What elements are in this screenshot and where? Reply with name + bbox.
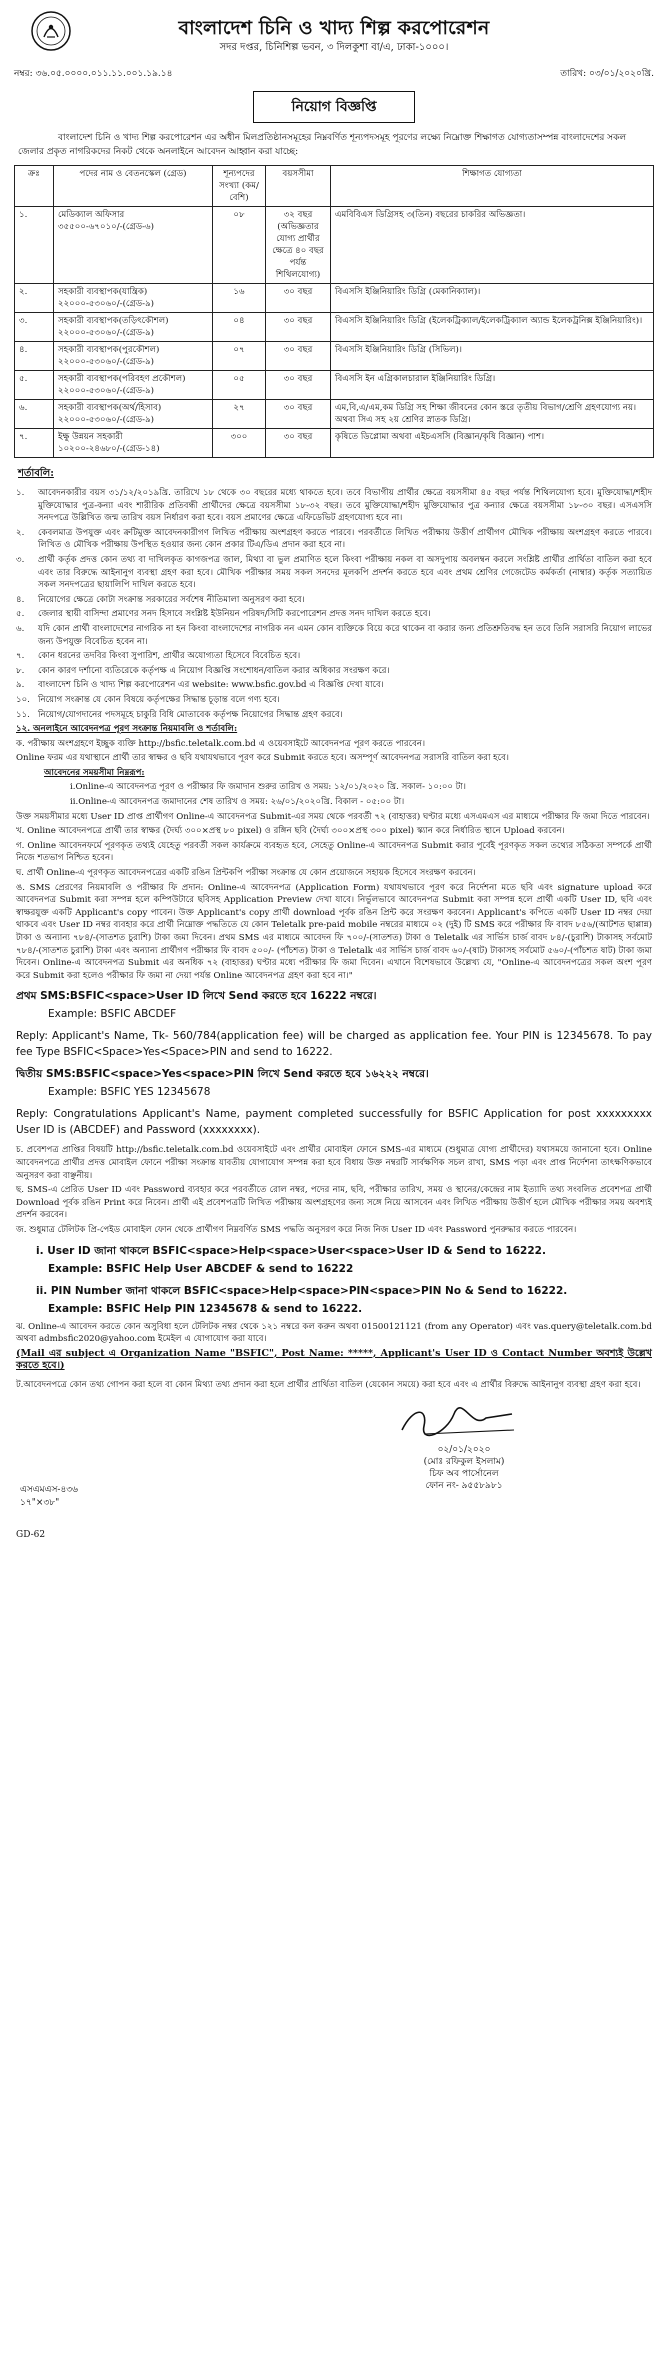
- cell-qualification: বিএসসি ইঞ্জিনিয়ারিং ডিগ্রি (ইলেকট্রিক্যাল/ইলেকট্রিক্যাল অ্যান্ড ইলেকট্রনিক্স ইঞ্জিনিয়ারিং)।: [331, 313, 654, 342]
- term-number: ১.: [16, 488, 25, 498]
- ad-code: এসএমএস-৪৩৬: [20, 1484, 79, 1495]
- post-title: সহকারী ব্যবস্থাপক(পরিবহণ প্রকৌশল): [58, 374, 186, 384]
- term-number: ৫.: [16, 609, 25, 620]
- intro-paragraph: বাংলাদেশ চিনি ও খাদ্য শিল্প করপোরেশন এর অধীন মিলপ্রতিষ্ঠানসমূহের নিম্নবর্ণিত শূন্যপদসমূহ পূরণের লক্ষ্যে নিম্নোক্ত শিক্ষাগত যোগ্যতাসম্পন্ন বাংলাদেশের সকল জেলার প্রকৃত নাগরিকদের নিকট থেকে অনলাইনে আবেদন আহ্বান করা যাচ্ছে:: [18, 133, 627, 157]
- online-rules-heading: ১২. অনলাইনে আবেদনপত্র পূরণ সংক্রান্ত নিয়মাবলি ও শর্তাবলি:: [16, 724, 238, 735]
- term-text: কেবলমাত্র উপযুক্ত এবং ক্রটিমুক্ত আবেদনকারীগণ লিখিত পরীক্ষায় অংশগ্রহণ করতে পারবে। পরবর্তীতে লিখিত পরীক্ষায় উত্তীর্ণ প্রার্থীগণ মৌখিক পরীক্ষায় অংশগ্রহণ করতে পারবে। লিখিত ও মৌখিক পরীক্ষায় উপস্থিত হওয়ার জন্য কোন প্রকার টিএ/ডিএ প্রদান করা হবে না।: [38, 527, 652, 551]
- term-text: নিয়োগ/যোগদানের পদসমূহে চাকুরি বিধি মোতাবেক কর্তৃপক্ষ নিয়োগের সিদ্ধান্ত গ্রহণ করবে।: [38, 709, 343, 720]
- recover-userid-instruction: i. User ID জানা থাকলে BSFIC<space>Help<space>User<space>User ID & Send to 16222.: [36, 1244, 546, 1257]
- online-rule-a: ক. পরীক্ষায় অংশগ্রহণে ইচ্ছুক ব্যক্তি http://bsfic.teletalk.com.bd এ ওয়েবসাইটে আবেদনপত্র পূরণ করতে পারবেন।: [16, 738, 426, 749]
- vacancy-table-header: [15, 166, 654, 207]
- cell-age-limit: ৩০ বছর: [266, 400, 331, 429]
- pay-scale: ১০২০০-২৪৬৮০/-(গ্রেড-১৪): [58, 444, 160, 454]
- cell-vacancies: ০৭: [213, 342, 266, 371]
- cell-qualification: বিএসসি ইঞ্জিনিয়ারিং ডিগ্রি (মেকানিক্যাল)।: [331, 284, 654, 313]
- online-rule-g: ছ. SMS-এ প্রেরিত User ID এবং Password ব্যবহার করে পরবর্তীতে রোল নম্বর, পদের নাম, ছবি, পরীক্ষার তারিখ, সময় ও স্থানের/কেন্দ্রের নাম ইত্যাদি তথ্য সংবলিত প্রবেশপত্র প্রার্থী Download পূর্বক রঙিন Print করে নিবেন। প্রার্থী এই প্রবেশপত্রটি লিখিত পরীক্ষায় অংশগ্রহণের জন্য সঙ্গে নিয়ে আসবেন এবং লিখিত পরীক্ষায় উত্তীর্ণ হলে মৌখিক পরীক্ষার সময় অবশ্যই প্রদর্শন করবেন।: [16, 1185, 652, 1221]
- sms2-reply: Reply: Congratulations Applicant's Name, payment completed successfully for BSFIC Application for post xxxxxxxxx User ID is (ABCDEF) and Password (xxxxxxxx).: [16, 1108, 652, 1137]
- term-item: [16, 694, 652, 707]
- term-item: [16, 487, 652, 525]
- term-text: নিয়োগ সংক্রান্ত যে কোন বিষয়ে কর্তৃপক্ষের সিদ্ধান্ত চূড়ান্ত বলে গণ্য হবে।: [38, 694, 280, 705]
- sms1-example: Example: BSFIC ABCDEF: [48, 1008, 177, 1021]
- table-row: [15, 371, 654, 400]
- header-qualification: শিক্ষাগত যোগ্যতা: [331, 166, 654, 207]
- online-rule-d: ঘ. প্রার্থী Online-এ পূরণকৃত আবেদনপত্রের একটি রঙিন প্রিন্টকপি পরীক্ষা সংক্রান্ত যে কোন প্রয়োজনে সহায়ক হিসেবে সংরক্ষণ করবেন।: [16, 868, 476, 879]
- terms-list: [14, 487, 654, 721]
- signatory-name: (মোঃ রফিকুল ইসলাম): [423, 1456, 505, 1467]
- cell-qualification: বিএসসি ইন এগ্রিকালচারাল ইঞ্জিনিয়ারিং ডিগ্রি।: [331, 371, 654, 400]
- cell-vacancies: ০৮: [213, 207, 266, 284]
- cell-age-limit: ৩০ বছর: [266, 313, 331, 342]
- term-text: কোন ধরনের তদবির কিংবা সুপারিশ, প্রার্থীর অযোগ্যতা হিসেবে বিবেচিত হবে।: [38, 651, 301, 662]
- signature-date: ০২/০১/২০২০: [437, 1444, 491, 1455]
- job-circular-page: [14, 8, 654, 1540]
- cell-vacancies: ০৪: [213, 313, 266, 342]
- memo-date: তারিখ: ০৩/০১/২০২০খ্রি.: [560, 69, 654, 79]
- organization-address: সদর দপ্তর, চিনিশিল্প ভবন, ৩ দিলকুশা বা/এ, ঢাকা-১০০০।: [219, 42, 449, 53]
- table-row: [15, 284, 654, 313]
- term-item: [16, 527, 652, 552]
- terms-heading: শর্তাবলি:: [18, 468, 54, 479]
- term-item: [16, 554, 652, 592]
- table-row: [15, 207, 654, 284]
- schedule-note: উক্ত সময়সীমার মধ্যে User ID প্রাপ্ত প্রার্থীগণ Online-এ আবেদনপত্র Submit-এর সময় থেকে পরবর্তী ৭২ (বাহাত্তর) ঘণ্টার মধ্যে এসএমএস এর মাধ্যমে পরীক্ষার ফি জমা দিতে পারবেন।: [16, 811, 650, 822]
- sms1-reply: Reply: Applicant's Name, Tk- 560/784(application fee) will be charged as application fee. Your PIN is 12345678. To pay fee Type BSFIC<Space>Yes<Space>PIN and send to 16222.: [16, 1030, 652, 1059]
- pay-scale: ২২০০০-৫৩০৬০/-(গ্রেড-৯): [58, 386, 155, 396]
- sms2-example: Example: BSFIC YES 12345678: [48, 1086, 211, 1099]
- table-row: [15, 429, 654, 458]
- cell-qualification: বিএসসি ইঞ্জিনিয়ারিং ডিগ্রি (সিভিল)।: [331, 342, 654, 371]
- table-row: [15, 313, 654, 342]
- recover-pin-example: Example: BSFIC Help PIN 12345678 & send to 16222.: [48, 1302, 363, 1315]
- table-row: [15, 342, 654, 371]
- term-number: ৬.: [16, 623, 25, 634]
- header-serial: ক্রঃ: [15, 166, 54, 207]
- term-text: বাংলাদেশ চিনি ও খাদ্য শিল্প করপোরেশন এর website: www.bsfic.gov.bd এ বিজ্ঞপ্তি দেখা যাবে।: [38, 680, 384, 691]
- letterhead: [14, 8, 654, 64]
- term-number: ২.: [16, 527, 25, 538]
- term-text: প্রার্থী কর্তৃক প্রদত্ত কোন তথ্য বা দাখিলকৃত কাগজপত্র জাল, মিথ্যা বা ভুল প্রমাণিত হলে কিংবা পরীক্ষায় নকল বা অসদুপায় অবলম্বন করলে সংশ্লিষ্ট প্রার্থীর প্রার্থিতা বাতিল করা হবে এবং তার বিরুদ্ধে আইনানুগ ব্যবস্থা গ্রহণ করা হবে। মৌখিক পরীক্ষার সময় সকল সনদের মূলকপি প্রদর্শন করতে হবে এবং প্রথম শ্রেণির গেজেটেড কর্মকর্তা (নাম্বার) কর্তৃক সত্যায়িত সকল সনদপত্রের ছায়ালিপি দাখিল করতে হবে।: [38, 554, 652, 591]
- organization-name: বাংলাদেশ চিনি ও খাদ্য শিল্প করপোরেশন: [178, 17, 490, 39]
- signatory-details: [374, 1444, 554, 1492]
- signatory-phone: ফোন নং- ৯৫৫৮৯৮১: [425, 1480, 503, 1491]
- post-title: সহকারী ব্যবস্থাপক(পুরকৌশল): [58, 345, 160, 355]
- header-vacancies: শূন্যপদের সংখ্যা (কম/বেশি): [213, 166, 266, 207]
- pay-scale: ২২০০০-৫৩০৬০/-(গ্রেড-৯): [58, 415, 155, 425]
- header-age-limit: বয়সসীমা: [266, 166, 331, 207]
- cell-serial: ৭.: [15, 429, 54, 458]
- term-item: [16, 650, 652, 663]
- term-number: ১১.: [16, 709, 30, 720]
- recover-pin-instruction: ii. PIN Number জানা থাকলে BSFIC<space>Help<space>PIN<space>PIN No & Send to 16222.: [36, 1284, 568, 1297]
- cell-serial: ৬.: [15, 400, 54, 429]
- cell-qualification: এমবিবিএস ডিগ্রিসহ ৩(তিন) বছরের চাকরির অভিজ্ঞতা।: [331, 207, 654, 284]
- cell-age-limit: ৩০ বছর: [266, 342, 331, 371]
- sms2-instruction: দ্বিতীয় SMS:BSFIC<space>Yes<space>PIN লিখে Send করতে হবে ১৬২২২ নম্বরে।: [16, 1068, 429, 1081]
- online-rule-h: জ. শুধুমাত্র টেলিটক প্রি-পেইড মোবাইল ফোন থেকে প্রার্থীগণ নিম্নবর্ণিত SMS পদ্ধতি অনুসরণ করে নিজ নিজ User ID এবং Password পুনরুদ্ধার করতে পারবেন।: [16, 1224, 577, 1235]
- vacancy-table-body: [15, 207, 654, 458]
- term-item: [16, 623, 652, 648]
- cell-serial: ১.: [15, 207, 54, 284]
- recover-userid-example: Example: BSFIC Help User ABCDEF & send to 16222: [48, 1262, 354, 1275]
- cell-age-limit: ৩০ বছর: [266, 429, 331, 458]
- term-text: যদি কোন প্রার্থী বাংলাদেশের নাগরিক না হন কিংবা বাংলাদেশের নাগরিক নন এমন কোন ব্যক্তিকে বিয়ে করে থাকেন বা করার জন্য প্রতিশ্রুতিবদ্ধ হন তবে তিনি সরাসরি নিয়োগ লাভের জন্য উপযুক্ত বিবেচিত হবেন না।: [38, 623, 652, 647]
- cell-post-name: [54, 313, 213, 342]
- signatory-title: চিফ অব পার্সোনেল: [429, 1468, 499, 1479]
- term-text: আবেদনকারীর বয়স ৩১/১২/২০১৯খ্রি. তারিখে ১৮ থেকে ৩০ বছরের মধ্যে থাকতে হবে। তবে বিভাগীয় প্রার্থীর ক্ষেত্রে বয়সসীমা ৪৫ বছর পর্যন্ত শিথিলযোগ্য হবে। মুক্তিযোদ্ধা/শহীদ মুক্তিযোদ্ধার পুত্র-কন্যা এবং শারীরিক প্রতিবন্ধী প্রার্থীদের ক্ষেত্রে বয়সসীমা ১৮-৩২ বছর। তবে মুক্তিযোদ্ধা/শহীদ মুক্তিযোদ্ধার পুত্র কন্যার ক্ষেত্রে বয়সসীমা ১৮-৩০ বছর। এসএসসি সনদপত্রে উল্লিখিত জন্ম তারিখ বয়স নির্ধারণ করা হবে। বয়স প্রমাণের ক্ষেত্রে এফিডেভিট গ্রহণযোগ্য হবে না।: [38, 488, 652, 524]
- pay-scale: ২২০০০-৫৩০৬০/-(গ্রেড-৯): [58, 328, 155, 338]
- term-number: ৩.: [16, 554, 25, 565]
- term-item: [16, 608, 652, 621]
- post-title: সহকারী ব্যবস্থাপক(তড়িৎকৌশল): [58, 316, 169, 326]
- cell-post-name: [54, 207, 213, 284]
- term-number: ১০.: [16, 694, 30, 705]
- cell-post-name: [54, 400, 213, 429]
- term-number: ৭.: [16, 651, 25, 662]
- table-row: [15, 400, 654, 429]
- cell-serial: ২.: [15, 284, 54, 313]
- online-rule-a-note: Online ফরম এর যথাস্থানে প্রার্থী তার স্বাক্ষর ও ছবি যথাযথভাবে পূরণ করে Submit করতে হবে। অসম্পূর্ণ আবেদনপত্র সরাসরি বাতিল করা হবে।: [16, 753, 509, 764]
- schedule-heading: আবেদনের সময়সীমা নিম্নরূপ:: [44, 767, 145, 778]
- ad-size: ১৭"×৩৮": [20, 1497, 60, 1508]
- reference-line: [14, 66, 654, 81]
- term-item: [16, 679, 652, 692]
- cell-qualification: কৃষিতে ডিপ্লোমা অথবা এইচএসসি (বিজ্ঞান/কৃষি বিজ্ঞান) পাশ।: [331, 429, 654, 458]
- cell-post-name: [54, 429, 213, 458]
- cell-qualification: এম,বি,এ/এম,কম ডিগ্রি সহ শিক্ষা জীবনের কোন স্তরে তৃতীয় বিভাগ/শ্রেণি গ্রহণযোগ্য নয়। অথবা সিএ সহ ২য় শ্রেণির স্নাতক ডিগ্রি।: [331, 400, 654, 429]
- online-rule-i: ঝ. Online-এ আবেদন করতে কোন অসুবিধা হলে টেলিটক নম্বর থেকে ১২১ নম্বরে কল করুন অথবা 01500121121 (from any Operator) এবং vas.query@teletalk.com.bd অথবা admbsfic2020@yahoo.com ইমেইল এ যোগাযোগ করা যাবে।: [16, 1321, 652, 1345]
- term-number: ৮.: [16, 665, 25, 676]
- cell-vacancies: ১৬: [213, 284, 266, 313]
- cell-serial: ৪.: [15, 342, 54, 371]
- cell-serial: ৫.: [15, 371, 54, 400]
- term-item: [16, 665, 652, 678]
- term-number: ৪.: [16, 594, 25, 605]
- term-item: [16, 709, 652, 722]
- online-rule-f: চ. প্রবেশপত্র প্রাপ্তির বিষয়টি http://bsfic.teletalk.com.bd ওয়েবসাইটে এবং প্রার্থীর মোবাইল ফোনে SMS-এর মাধ্যমে (শুধুমাত্র যোগ্য প্রার্থীদের) যথাসময়ে জানানো হবে। Online আবেদনপত্রে প্রার্থীর প্রদত্ত মোবাইল ফোনে পরীক্ষা সংক্রান্ত যাবতীয় যোগাযোগ সম্পন্ন করা হবে বিধায় উক্ত নম্বরটি সার্বক্ষণিক সচল রাখা, SMS পড়া এবং প্রাপ্ত নির্দেশনা তাৎক্ষণিকভাবে অনুসরণ করা বাঞ্ছনীয়।: [16, 1145, 652, 1181]
- mail-subject-note: (Mail এর subject এ Organization Name "BSFIC", Post Name: *****, Applicant's User ID ও Contact Number অবশ্যই উল্লেখ করতে হবে।): [16, 1347, 652, 1372]
- memo-number: নম্বর: ৩৬.০৫.০০০০.০১১.১১.০০১.১৯.১৪: [14, 69, 173, 79]
- cell-age-limit: ৩০ বছর: [266, 371, 331, 400]
- cell-vacancies: ৩০০: [213, 429, 266, 458]
- handwritten-signature-icon: [394, 1400, 534, 1444]
- term-number: ৯.: [16, 680, 25, 691]
- pay-scale: ২২০০০-৫৩০৬০/-(গ্রেড-৯): [58, 299, 155, 309]
- cell-vacancies: ০৫: [213, 371, 266, 400]
- pay-scale: ২২০০০-৫৩০৬০/-(গ্রেড-৯): [58, 357, 155, 367]
- cell-post-name: [54, 371, 213, 400]
- online-rule-e: ঙ. SMS প্রেরণের নিয়মাবলি ও পরীক্ষার ফি প্রদান: Online-এ আবেদনপত্র (Application Form) যথাযথভাবে পূরণ করে নির্দেশনা মতে ছবি এবং signature upload করে আবেদনপত্র Submit করা সম্পন্ন হলে কম্পিউটারে ছবিসহ Application Preview দেখা যাবে। নির্ভুলভাবে আবেদনপত্র Submit করা সম্পন্ন হলে প্রার্থী একটি User ID, ছবি এবং স্বাক্ষরযুক্ত একটি Applicant's copy পাবেন। উক্ত Applicant's copy প্রার্থী download পূর্বক রঙিন প্রিন্ট করে সংরক্ষণ করবেন। Applicant's কপিতে একটি User ID নম্বর দেয়া থাকবে এবং User ID নম্বর ব্যবহার করে প্রার্থী নিম্নোক্ত পদ্ধতিতে যে কোন Teletalk pre-paid mobile নম্বরের মাধ্যমে ০২ (দুই) টি SMS করে পরীক্ষার ফি বাবদ ৮৫৬/(আটশত ছাপ্পান্ন) টাকা ও অন্যান্য ৭৮৪/-(সাতশত চুরাশি) টাকা জমা দিবেন। প্রথম SMS এর মাধ্যমে আবেদন ফি ৭০০/-(সাতশত) টাকা ও Teletalk এর সার্ভিস চার্জ বাবদ ৮৪/-(চুরাশি) টাকাসহ সর্বমোট ৭৮৪/-(সাতশত চুরাশি) টাকা এবং অন্যান্য প্রার্থীগণ পরীক্ষার ফি বাবদ ৫০০/- (পাঁচশত) টাকা ও Teletalk এর সার্ভিস চার্জ বাবদ ৬০/-(ষাট) টাকাসহ সর্বমোট ৫৬০/-(পাঁচশত ষাট) টাকা জমা দিবেন। Online-এ আবেদনপত্র Submit এর অনধিক ৭২ (বাহাত্তর) ঘণ্টার মধ্যে পরীক্ষার ফি জমা দিবেন। এখানে বিশেষভাবে উল্লেখ্য যে, "Online-এ আবেদনপত্রের সকল অংশ পূরণ করে Submit করা হলেও পরীক্ষার ফি জমা না দেয়া পর্যন্ত Online আবেদনপত্র গ্রহণ করা হবে না।": [16, 882, 652, 981]
- term-text: নিয়োগের ক্ষেত্রে কোটা সংক্রান্ত সরকারের সর্বশেষ নীতিমালা অনুসরণ করা হবে।: [38, 594, 305, 605]
- sms1-instruction: প্রথম SMS:BSFIC<space>User ID লিখে Send করতে হবে 16222 নম্বরে।: [16, 990, 377, 1003]
- vacancy-table: [14, 165, 654, 458]
- notice-title: নিয়োগ বিজ্ঞপ্তি: [253, 91, 415, 123]
- header-post-name: পদের নাম ও বেতনস্কেল (গ্রেড): [54, 166, 213, 207]
- online-rule-j: ট.আবেদনপত্রে কোন তথ্য গোপন করা হলে বা কোন মিথ্যা তথ্য প্রদান করা হলে প্রার্থীর প্রার্থিতা বাতিল (যেকোন সময়ে) করা হবে এবং এ প্রার্থীর বিরুদ্ধে আইনানুগ ব্যবস্থা গ্রহণ করা হবে।: [16, 1379, 641, 1390]
- post-title: মেডিক্যাল অফিসার: [58, 210, 125, 220]
- cell-vacancies: ২৭: [213, 400, 266, 429]
- cell-serial: ৩.: [15, 313, 54, 342]
- term-text: জেলার স্থায়ী বাসিন্দা প্রমাণের সনদ হিসাবে সংশ্লিষ্ট ইউনিয়ন পরিষদ/সিটি করপোরেশন প্রদত্ত সনদ দাখিল করতে হবে।: [38, 609, 431, 620]
- schedule-start: i.Online-এ আবেদনপত্র পূরণ ও পরীক্ষার ফি জমাদান শুরুর তারিখ ও সময়: ১২/০১/২০২০ খ্রি. সকাল- ১০:০০ টা।: [70, 782, 466, 793]
- post-title: ইক্ষু উন্নয়ন সহকারী: [58, 432, 123, 442]
- term-item: [16, 594, 652, 607]
- gd-number: GD-62: [16, 1529, 46, 1540]
- online-rule-b: খ. Online আবেদনপত্রে প্রার্থী তার স্বাক্ষর (দৈর্ঘ্য ৩০০×প্রস্থ ৮০ pixel) ও রঙ্গিন ছবি (দৈর্ঘ্য ৩০০×প্রস্থ ৩০০ pixel) স্ক্যান করে নির্ধারিত স্থানে Upload করবেন।: [16, 826, 565, 837]
- online-rule-c: গ. Online আবেদনফর্মে পূরণকৃত তথ্যই যেহেতু পরবর্তী সকল কার্যক্রমে ব্যবহৃত হবে, সেহেতু Online-এ আবেদনপত্র Submit করার পূর্বেই পূরণকৃত সকল তথ্যের সঠিকতা সম্পর্কে প্রার্থী নিজে শতভাগ নিশ্চিত হবেন।: [16, 840, 652, 864]
- post-title: সহকারী ব্যবস্থাপক(অর্থ/হিসাব): [58, 403, 162, 413]
- pay-scale: ৩৫৫০০-৬৭০১০/-(গ্রেড-৬): [58, 222, 154, 232]
- cell-post-name: [54, 342, 213, 371]
- cell-age-limit: ৩০ বছর: [266, 284, 331, 313]
- term-text: কোন কারণ দর্শানো ব্যতিরেকে কর্তৃপক্ষ এ নিয়োগ বিজ্ঞপ্তি সংশোধন/বাতিল করার অধিকার সংরক্ষণ করে।: [38, 665, 390, 676]
- cell-age-limit: ৩২ বছর (অভিজ্ঞতার যোগ্য প্রার্থীর ক্ষেত্রে ৪০ বছর পর্যন্ত শিথিলযোগ্য): [266, 207, 331, 284]
- cell-post-name: [54, 284, 213, 313]
- schedule-end: ii.Online-এ আবেদনপত্র জমাদানের শেষ তারিখ ও সময়: ২৬/০১/২০২০খ্রি. বিকাল - ০৫:০০ টা।: [70, 797, 405, 808]
- post-title: সহকারী ব্যবস্থাপক(যান্ত্রিক): [58, 287, 148, 297]
